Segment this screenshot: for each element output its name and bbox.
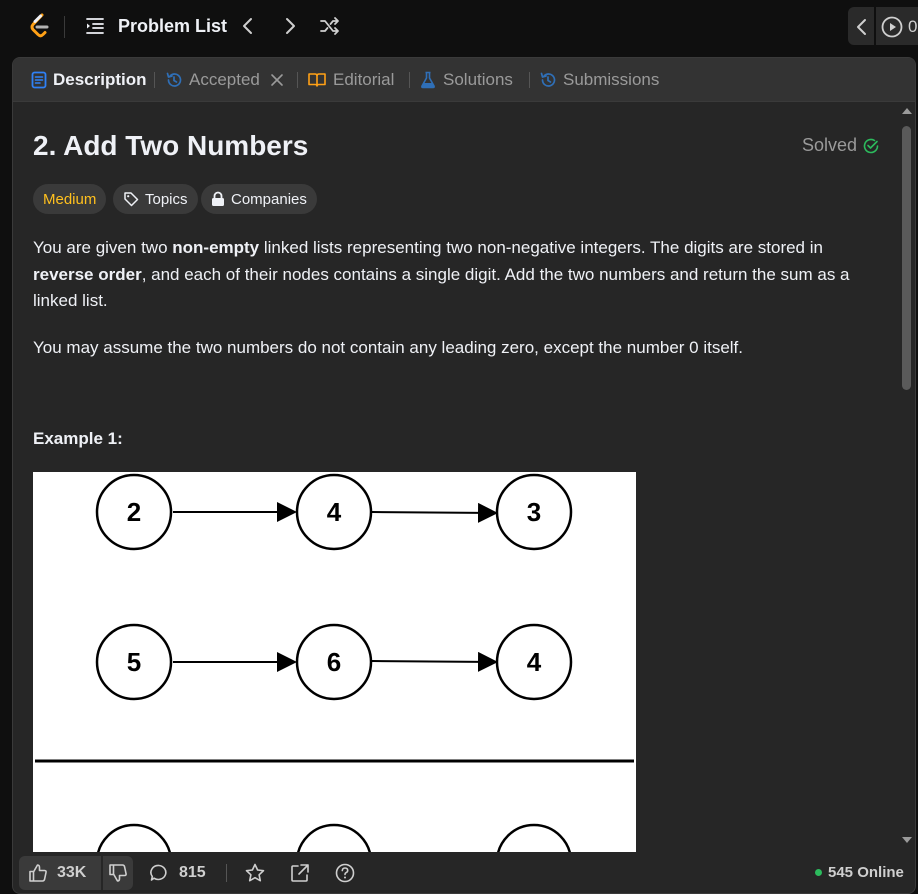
star-icon[interactable]: [244, 862, 266, 884]
text-run: You are given two: [33, 238, 173, 257]
companies-button[interactable]: [201, 184, 317, 214]
bottom-action-bar: [13, 852, 916, 894]
difficulty-label: Medium: [43, 190, 97, 208]
run-counter: 0: [908, 17, 918, 36]
tab-submissions[interactable]: [539, 68, 659, 92]
online-count: [815, 864, 904, 881]
problem-title[interactable]: 2. Add Two Numbers: [33, 130, 309, 161]
bold-text: non-empty: [172, 238, 260, 257]
divider: [529, 72, 530, 88]
problem-list-link[interactable]: Problem List: [118, 16, 228, 36]
book-icon: [307, 71, 327, 89]
online-label: 545 Online: [828, 864, 904, 881]
tab-label: Description: [53, 70, 147, 89]
tab-solutions[interactable]: [419, 68, 513, 92]
topics-button[interactable]: [113, 184, 198, 214]
divider: [409, 72, 410, 88]
top-navigation-bar: [0, 0, 918, 54]
help-circle-icon[interactable]: [334, 862, 356, 884]
check-circle-icon: [862, 137, 880, 155]
history-icon: [539, 71, 557, 89]
list-node: [97, 825, 171, 852]
divider: [64, 16, 65, 38]
lock-icon: [211, 191, 225, 207]
tab-label: Accepted: [189, 70, 260, 89]
node-value: 3: [526, 497, 542, 527]
tab-label: Solutions: [443, 70, 513, 89]
tab-accepted[interactable]: [165, 68, 290, 92]
flask-icon: [419, 71, 437, 89]
divider: [874, 7, 876, 45]
scroll-down-arrow-icon[interactable]: [901, 835, 913, 845]
linked-list-diagram: [33, 472, 636, 852]
tab-label: Submissions: [563, 70, 660, 89]
problem-statement-paragraph: [33, 235, 883, 315]
divider: [154, 72, 155, 88]
leetcode-logo-icon[interactable]: [26, 12, 54, 40]
chevron-left-icon[interactable]: [850, 15, 874, 39]
comment-count[interactable]: 815: [179, 864, 206, 881]
divider: [101, 856, 103, 890]
online-status-dot: [815, 869, 822, 876]
status-label: Solved: [802, 135, 858, 155]
node-value: 5: [126, 647, 142, 677]
shuffle-icon[interactable]: [318, 14, 342, 38]
list-node: [497, 825, 571, 852]
bold-text: reverse order: [33, 264, 142, 284]
panel-tab-bar: [13, 58, 916, 102]
companies-label: Companies: [231, 190, 307, 208]
example-diagram: [33, 472, 636, 852]
chevron-right-icon[interactable]: [278, 14, 302, 38]
example-heading: Example 1:: [33, 429, 123, 448]
chevron-left-icon[interactable]: [236, 14, 260, 38]
share-icon[interactable]: [289, 862, 311, 884]
like-count: 33K: [57, 864, 87, 881]
tab-label: Editorial: [333, 70, 395, 89]
scroll-up-arrow-icon[interactable]: [901, 106, 913, 116]
tab-description[interactable]: [31, 68, 147, 92]
tag-icon: [123, 191, 139, 207]
solved-status: [802, 135, 880, 156]
description-icon: [31, 71, 47, 89]
arrow: [372, 661, 496, 662]
description-panel: [12, 57, 916, 894]
list-node: [297, 825, 371, 852]
problem-description: [13, 102, 903, 852]
text-run: , and each of their nodes contains a single digit. Add the two numbers and return the sum as a linked list.: [33, 264, 850, 310]
play-circle-icon[interactable]: [880, 15, 904, 39]
node-value: 6: [326, 647, 342, 677]
comment-icon[interactable]: [149, 863, 169, 883]
node-value: 4: [526, 647, 542, 677]
arrow: [372, 512, 496, 513]
close-icon[interactable]: [270, 73, 284, 87]
scrollbar-thumb[interactable]: [902, 126, 911, 390]
node-value: 2: [126, 497, 142, 527]
divider: [297, 72, 298, 88]
tab-editorial[interactable]: [307, 68, 394, 92]
topics-label: Topics: [145, 190, 188, 208]
divider: [226, 864, 227, 882]
thumbs-up-icon[interactable]: [27, 862, 49, 884]
problem-list-icon[interactable]: [84, 15, 106, 37]
text-run: linked lists representing two non-negative integers. The digits are stored in: [259, 238, 823, 257]
node-value: 4: [326, 497, 342, 527]
history-icon: [165, 71, 183, 89]
thumbs-down-icon[interactable]: [107, 862, 129, 884]
difficulty-badge: [33, 184, 106, 214]
assumption-paragraph: You may assume the two numbers do not contain any leading zero, except the number 0 itself.: [33, 338, 744, 357]
